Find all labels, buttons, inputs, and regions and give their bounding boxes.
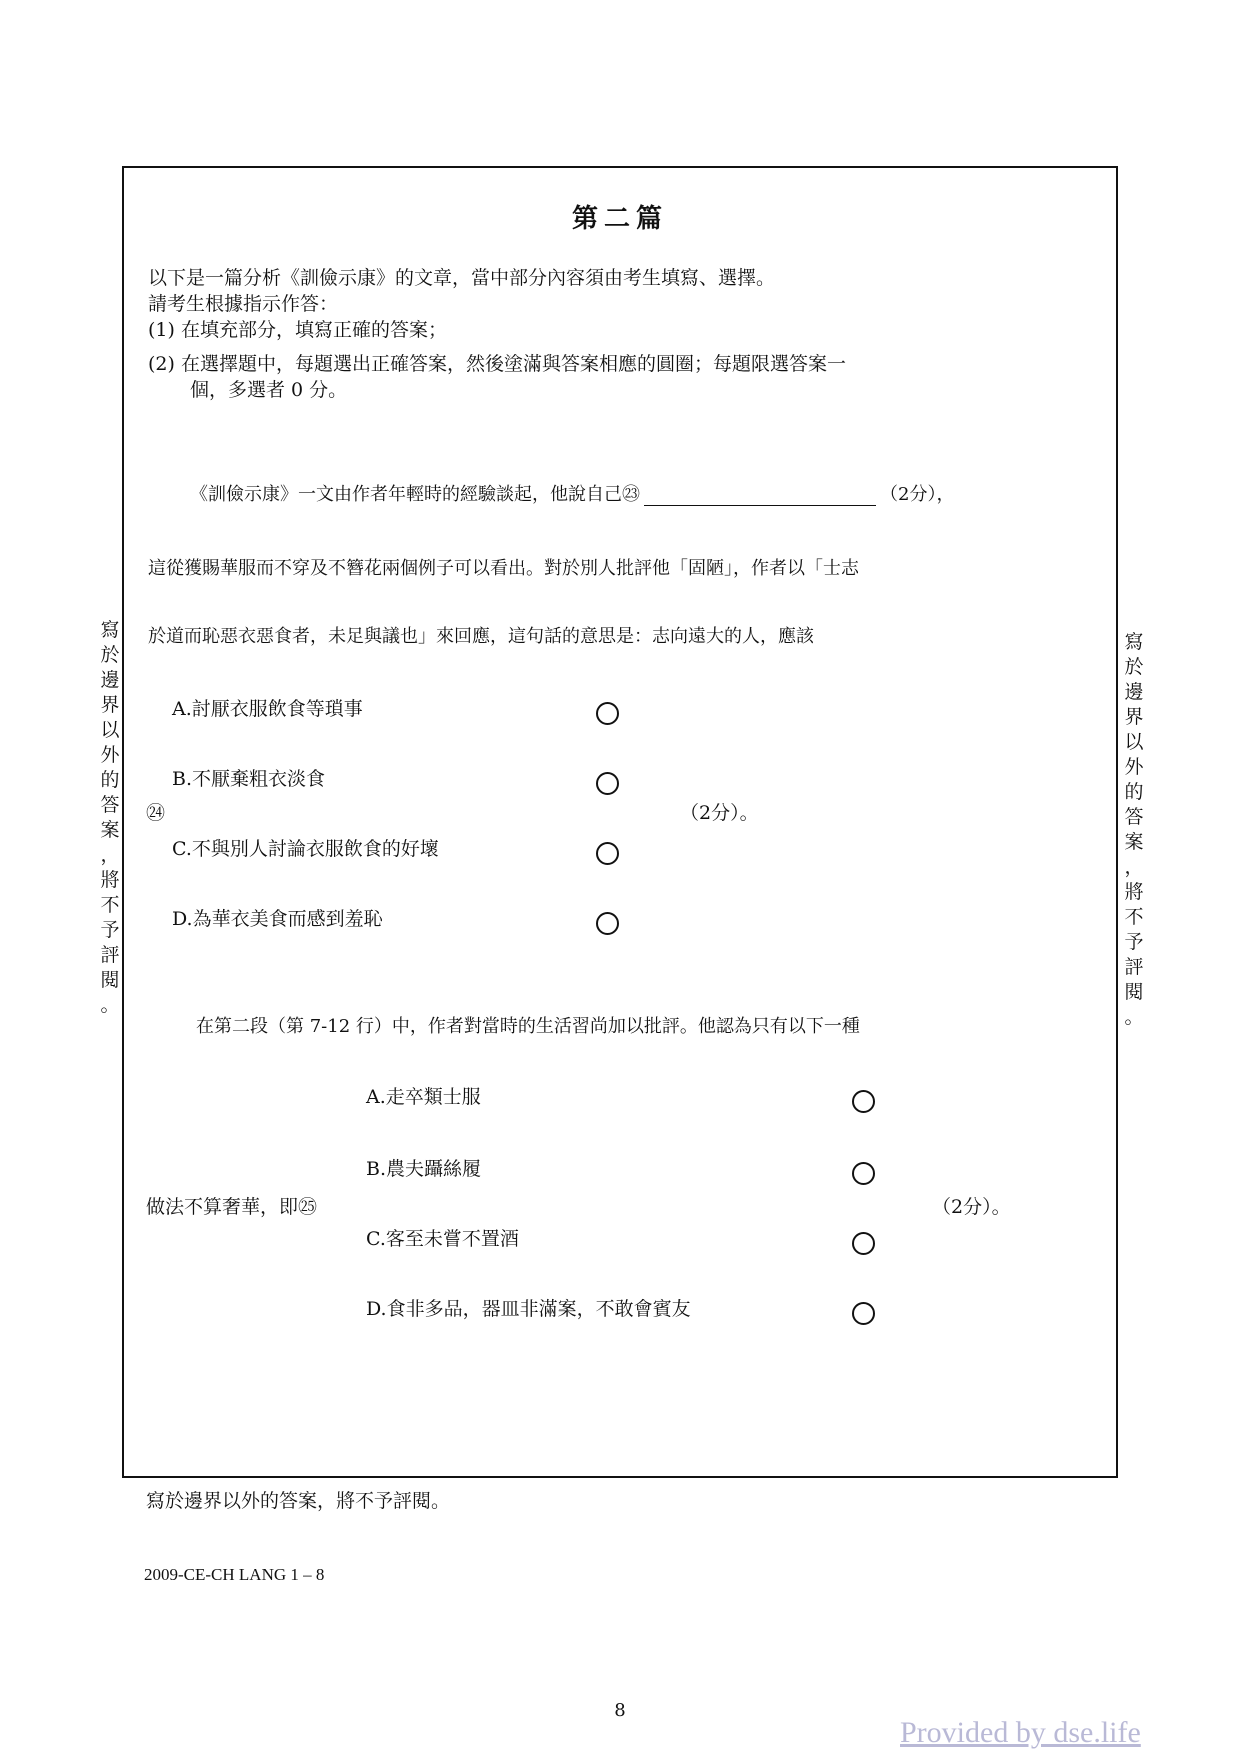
q25-marks: （2分）。 xyxy=(932,1196,1011,1218)
q25-option-a: A.走卒類士服 xyxy=(366,1086,481,1108)
q24-option-b: B.不厭棄粗衣淡食 xyxy=(172,768,326,790)
q25-option-c: C.客至未嘗不置酒 xyxy=(366,1228,519,1250)
q24-option-a: A.討厭衣服飲食等瑣事 xyxy=(172,698,363,720)
passage-line-3: 於道而恥惡衣惡食者，未足與議也」來回應，這句話的意思是：志向遠大的人，應該 xyxy=(148,626,814,647)
instruction-line-2: 請考生根據指示作答： xyxy=(148,293,339,315)
paper-code: 2009-CE-CH LANG 1 – 8 xyxy=(144,1565,325,1584)
q25-bubble-d[interactable] xyxy=(852,1302,875,1325)
passage-line-1-text: 《訓儉示康》一文由作者年輕時的經驗談起，他說自己㉓ xyxy=(190,484,640,505)
q24-bubble-b[interactable] xyxy=(596,772,619,795)
q24-bubble-c[interactable] xyxy=(596,842,619,865)
passage-line-1 xyxy=(190,480,954,506)
q25-option-b: B.農夫躡絲履 xyxy=(366,1158,482,1180)
q24-bubble-d[interactable] xyxy=(596,912,619,935)
right-margin-note: 寫 於 邊 界 以 外 的 答 案 ， 將 不 予 評 閱 。 xyxy=(1124,631,1144,1028)
q25-bubble-b[interactable] xyxy=(852,1162,875,1185)
page-number: 8 xyxy=(614,1700,626,1721)
instruction-item-2a: (2) 在選擇題中，每題選出正確答案，然後塗滿與答案相應的圓圈；每題限選答案一 xyxy=(148,353,846,375)
q25-option-d: D.食非多品，器皿非滿案，不敢會賓友 xyxy=(366,1298,691,1320)
q24-number: ㉔ xyxy=(146,802,166,824)
q24-option-d: D.為華衣美食而感到羞恥 xyxy=(172,908,383,930)
bottom-margin-note: 寫於邊界以外的答案，將不予評閱。 xyxy=(146,1490,451,1512)
section-title: 第二篇 xyxy=(571,204,668,234)
q24-bubble-a[interactable] xyxy=(596,702,619,725)
q24-marks: （2分）。 xyxy=(680,802,759,824)
instruction-item-2b: 個，多選者 0 分。 xyxy=(190,379,348,401)
passage-line-2: 這從獲賜華服而不穿及不簪花兩個例子可以看出。對於別人批評他「固陋」，作者以「士志 xyxy=(148,558,859,579)
q23-answer-blank[interactable] xyxy=(644,487,876,506)
q25-bubble-a[interactable] xyxy=(852,1090,875,1113)
watermark-link[interactable]: Provided by dse.life xyxy=(900,1716,1141,1749)
q25-bubble-c[interactable] xyxy=(852,1232,875,1255)
instruction-item-1: (1) 在填充部分，填寫正確的答案； xyxy=(148,319,447,341)
q25-prefix: 做法不算奢華，即㉕ xyxy=(146,1196,318,1218)
left-margin-note: 寫 於 邊 界 以 外 的 答 案 ， 將 不 予 評 閱 。 xyxy=(100,619,120,1016)
q23-marks: （2分）， xyxy=(880,484,955,505)
q24-option-c: C.不與別人討論衣服飲食的好壞 xyxy=(172,838,439,860)
q25-intro: 在第二段（第 7-12 行）中，作者對當時的生活習尚加以批評。他認為只有以下一種 xyxy=(196,1016,860,1037)
instruction-line-1: 以下是一篇分析《訓儉示康》的文章，當中部分內容須由考生填寫、選擇。 xyxy=(148,267,776,289)
